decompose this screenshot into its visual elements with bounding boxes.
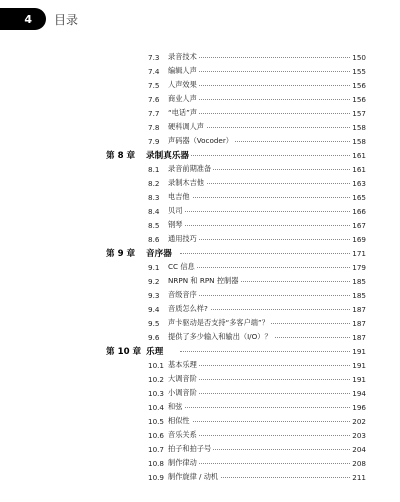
page-number: 4	[24, 12, 32, 26]
section-title: 声码器（Vocoder）	[168, 136, 233, 145]
toc-chapter-row[interactable]	[0, 246, 400, 260]
toc-section-row[interactable]	[0, 78, 400, 92]
chapter-title: 乐理	[146, 347, 164, 357]
section-title: 通用技巧	[168, 234, 197, 243]
section-number: 10.6	[148, 430, 165, 440]
page-number: 161	[352, 150, 366, 160]
chapter-number: 第 8 章	[106, 151, 136, 161]
section-title: 大调音阶	[168, 374, 197, 383]
toc-section-row[interactable]	[0, 260, 400, 274]
page-number: 156	[352, 94, 366, 104]
section-title: 电吉他	[168, 192, 190, 201]
section-title: 录制木吉他	[168, 178, 204, 187]
toc-section-row[interactable]	[0, 442, 400, 456]
section-number: 10.3	[148, 388, 165, 398]
page-number: 161	[352, 164, 366, 174]
toc-section-row[interactable]	[0, 400, 400, 414]
section-title: “电话”声	[168, 108, 198, 117]
page-number: 158	[352, 122, 366, 132]
section-number: 8.1	[148, 164, 160, 174]
section-title: 录音技术	[168, 52, 197, 61]
section-number: 9.4	[148, 304, 160, 314]
page-number: 179	[352, 262, 366, 272]
section-title: 制作律动	[168, 458, 197, 467]
leader-dots	[168, 407, 358, 408]
toc-section-row[interactable]	[0, 64, 400, 78]
toc-section-row[interactable]	[0, 190, 400, 204]
section-title: 音乐关系	[168, 430, 197, 439]
section-number: 8.4	[148, 206, 160, 216]
page-number: 203	[352, 430, 366, 440]
page-number: 191	[352, 374, 366, 384]
leader-dots	[180, 351, 358, 352]
page-number: 156	[352, 80, 366, 90]
section-title: 相似性	[168, 416, 190, 425]
toc-section-row[interactable]	[0, 106, 400, 120]
page-number: 187	[352, 332, 366, 342]
leader-dots	[180, 155, 358, 156]
section-number: 10.2	[148, 374, 165, 384]
section-number: 9.5	[148, 318, 160, 328]
page-number: 196	[352, 402, 366, 412]
page-number: 211	[352, 472, 366, 482]
toc-section-row[interactable]	[0, 386, 400, 400]
section-number: 10.9	[148, 472, 165, 482]
section-number: 8.6	[148, 234, 160, 244]
section-number: 8.3	[148, 192, 160, 202]
section-number: 9.2	[148, 276, 160, 286]
section-number: 9.6	[148, 332, 160, 342]
toc-section-row[interactable]	[0, 134, 400, 148]
section-title: 和弦	[168, 402, 183, 411]
toc-section-row[interactable]	[0, 302, 400, 316]
page-number: 187	[352, 304, 366, 314]
section-title: NRPN 和 RPN 控制器	[168, 276, 239, 285]
toc-section-row[interactable]	[0, 218, 400, 232]
section-number: 7.5	[148, 80, 160, 90]
page-number: 165	[352, 192, 366, 202]
section-number: 10.7	[148, 444, 165, 454]
section-number: 10.1	[148, 360, 165, 370]
section-title: 贝司	[168, 206, 183, 215]
section-title: 编辑人声	[168, 66, 197, 75]
section-number: 10.4	[148, 402, 165, 412]
toc-section-row[interactable]	[0, 162, 400, 176]
toc-section-row[interactable]	[0, 330, 400, 344]
leader-dots	[168, 211, 358, 212]
page-number: 202	[352, 416, 366, 426]
page-number: 191	[352, 360, 366, 370]
section-title: 商业人声	[168, 94, 197, 103]
section-number: 9.3	[148, 290, 160, 300]
toc-section-row[interactable]	[0, 274, 400, 288]
toc-section-row[interactable]	[0, 428, 400, 442]
toc-section-row[interactable]	[0, 456, 400, 470]
section-title: 制作旋律 / 动机	[168, 472, 219, 481]
page-number: 169	[352, 234, 366, 244]
toc-section-row[interactable]	[0, 372, 400, 386]
page-number: 157	[352, 108, 366, 118]
page-number: 185	[352, 276, 366, 286]
page-number: 166	[352, 206, 366, 216]
page-header	[0, 0, 400, 36]
page-number-tab	[0, 8, 46, 30]
page-number: 167	[352, 220, 366, 230]
toc-chapter-row[interactable]	[0, 148, 400, 162]
toc-section-row[interactable]	[0, 120, 400, 134]
page-number: 194	[352, 388, 366, 398]
section-title: 声卡驱动是否支持“多客户端”？	[168, 318, 269, 327]
section-number: 9.1	[148, 262, 160, 272]
toc-section-row[interactable]	[0, 414, 400, 428]
chapter-number: 第 10 章	[106, 347, 142, 357]
page-number: 187	[352, 318, 366, 328]
page-number: 171	[352, 248, 366, 258]
leader-dots	[180, 253, 358, 254]
page-number: 158	[352, 136, 366, 146]
toc-section-row[interactable]	[0, 92, 400, 106]
page-number: 208	[352, 458, 366, 468]
toc-section-row[interactable]	[0, 204, 400, 218]
chapter-title: 录制真乐器	[146, 151, 189, 161]
page-number: 155	[352, 66, 366, 76]
section-title: CC 信息	[168, 262, 195, 271]
section-title: 人声效果	[168, 80, 197, 89]
toc-section-row[interactable]	[0, 232, 400, 246]
section-number: 7.3	[148, 52, 160, 62]
section-title: 录音前期准备	[168, 164, 212, 173]
leader-dots	[168, 421, 358, 422]
section-title: 基本乐理	[168, 360, 197, 369]
section-number: 7.6	[148, 94, 160, 104]
section-title: 拍子和拍子号	[168, 444, 212, 453]
section-title: 硬科调人声	[168, 122, 204, 131]
page-number: 163	[352, 178, 366, 188]
section-title: 音质怎么样?	[168, 304, 208, 313]
section-number: 8.5	[148, 220, 160, 230]
section-number: 7.4	[148, 66, 160, 76]
toc-section-row[interactable]	[0, 288, 400, 302]
chapter-title: 音序器	[146, 249, 172, 259]
section-number: 7.9	[148, 136, 160, 146]
leader-dots	[168, 225, 358, 226]
chapter-number: 第 9 章	[106, 249, 136, 259]
page-number: 204	[352, 444, 366, 454]
page-number: 150	[352, 52, 366, 62]
toc-chapter-row[interactable]	[0, 344, 400, 358]
section-number: 10.8	[148, 458, 165, 468]
page-number: 191	[352, 346, 366, 356]
section-number: 7.7	[148, 108, 160, 118]
section-number: 8.2	[148, 178, 160, 188]
section-number: 7.8	[148, 122, 160, 132]
toc-section-row[interactable]	[0, 176, 400, 190]
section-title: 音级音序	[168, 290, 197, 299]
leader-dots	[168, 197, 358, 198]
toc-section-row[interactable]	[0, 316, 400, 330]
toc-section-row[interactable]	[0, 50, 400, 64]
toc-section-row[interactable]	[0, 358, 400, 372]
section-title: 小调音阶	[168, 388, 197, 397]
toc-section-row[interactable]	[0, 470, 400, 484]
section-number: 10.5	[148, 416, 165, 426]
section-title: 提供了多少输入和输出（I/O）？	[168, 332, 272, 341]
header-title: 目录	[54, 13, 79, 27]
section-title: 钢琴	[168, 220, 183, 229]
page-number: 185	[352, 290, 366, 300]
